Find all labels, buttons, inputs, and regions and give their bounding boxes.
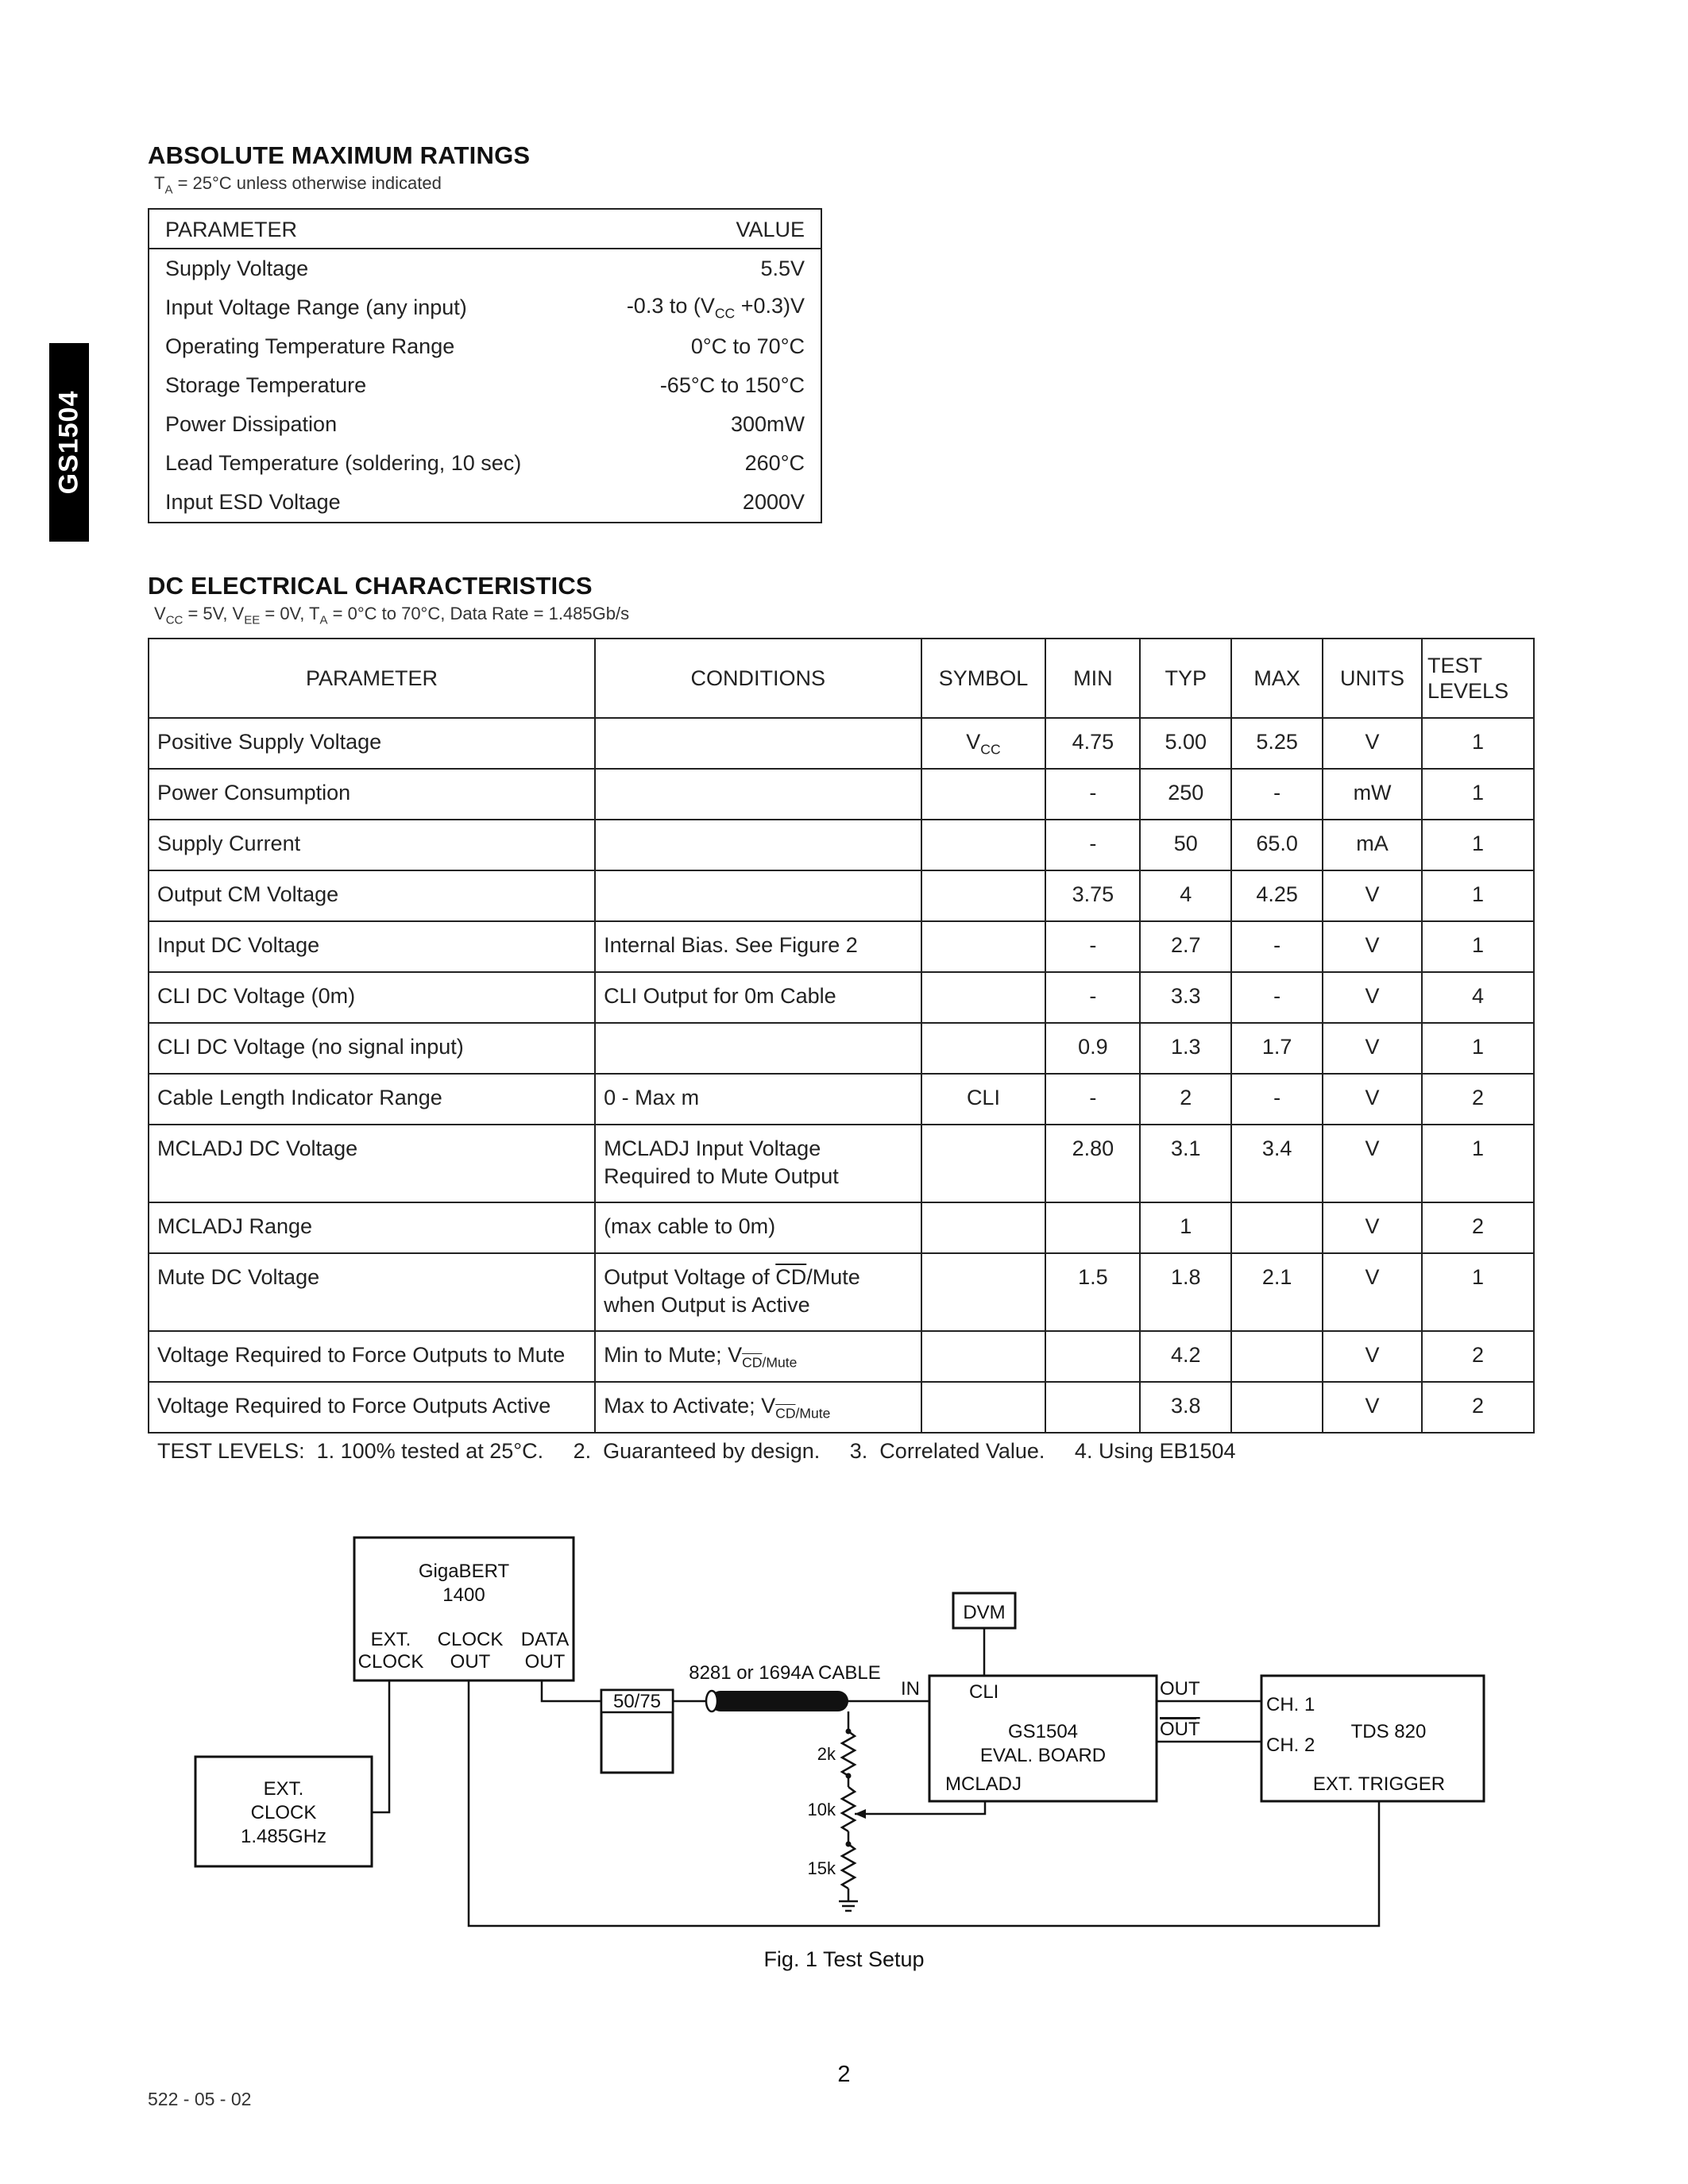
abs-value: 260°C [744, 451, 805, 475]
dc-max: - [1231, 1074, 1323, 1125]
abs-max-title: ABSOLUTE MAXIMUM RATINGS [148, 141, 531, 169]
side-tab-label: GS1504 [53, 390, 84, 495]
abs-value: 2000V [742, 490, 805, 514]
abs-param: Input ESD Voltage [165, 490, 341, 514]
dc-param: Input DC Voltage [149, 921, 595, 972]
dc-units: mA [1323, 820, 1422, 870]
dc-param: MCLADJ Range [149, 1202, 595, 1253]
cable-label: 8281 or 1694A CABLE [689, 1662, 881, 1684]
abs-param: Operating Temperature Range [165, 334, 455, 358]
abs-value-post: +0.3)V [735, 293, 805, 318]
dc-cond-pre: Output Voltage of [604, 1265, 776, 1289]
figure-caption: Fig. 1 Test Setup [763, 1947, 925, 1971]
dc-cond-sub-rest: /Mute [795, 1405, 831, 1422]
dc-typ: 50 [1140, 820, 1231, 870]
dc-max: 2.1 [1231, 1253, 1323, 1331]
dc-units: V [1323, 1202, 1422, 1253]
dc-param: Positive Supply Voltage [149, 718, 595, 769]
dc-cond-v2-rest: = 0V, [260, 604, 310, 623]
dc-level: 2 [1422, 1382, 1534, 1433]
dc-cond-v2-sub: EE [244, 613, 261, 627]
dc-cond: CLI Output for 0m Cable [595, 972, 921, 1023]
abs-param: Input Voltage Range (any input) [165, 295, 467, 319]
dc-cond-pre: Min to Mute; V [604, 1343, 743, 1367]
dc-max: - [1231, 921, 1323, 972]
wire-mcladj [855, 1801, 985, 1814]
dc-level: 1 [1422, 870, 1534, 921]
dc-header-levels-1: TEST [1427, 653, 1483, 677]
wiper-arrow [855, 1809, 866, 1819]
dc-units: V [1323, 870, 1422, 921]
footer-code: 522 - 05 - 02 [148, 2089, 252, 2109]
cable-end [706, 1691, 717, 1711]
resistor-chain [839, 1711, 858, 1911]
ext-clock-port-1: EXT. [370, 1629, 411, 1650]
ext-clock-3: 1.485GHz [240, 1826, 327, 1847]
dc-typ: 3.3 [1140, 972, 1231, 1023]
cond-rest: = 25°C unless otherwise indicated [172, 173, 442, 193]
gigabert-label-2: 1400 [442, 1584, 485, 1606]
abs-param: Power Dissipation [165, 412, 338, 436]
dc-max: 1.7 [1231, 1023, 1323, 1074]
dc-header-levels-2: LEVELS [1427, 679, 1509, 703]
dc-typ: 2.7 [1140, 921, 1231, 972]
pad-label: 50/75 [612, 1691, 662, 1712]
dc-cond-line2: when Output is Active [604, 1293, 810, 1318]
dc-level: 1 [1422, 718, 1534, 769]
abs-param: Supply Voltage [165, 257, 309, 280]
dc-cond-v1-rest: = 5V, [183, 604, 233, 623]
dc-typ: 3.1 [1140, 1125, 1231, 1202]
dc-header-units: UNITS [1323, 639, 1422, 718]
dc-param: Supply Current [149, 820, 595, 870]
eval-label-1: GS1504 [1007, 1721, 1079, 1742]
dc-cond-ta: T [309, 604, 320, 623]
dc-min: - [1045, 820, 1140, 870]
dc-param: CLI DC Voltage (0m) [149, 972, 595, 1023]
data-out-2: OUT [524, 1651, 566, 1673]
dc-units: V [1323, 1253, 1422, 1331]
abs-value: -65°C to 150°C [659, 373, 805, 397]
dc-typ: 1.8 [1140, 1253, 1231, 1331]
dc-level: 1 [1422, 1125, 1534, 1202]
in-label: IN [901, 1678, 920, 1700]
ext-clock-1: EXT. [263, 1778, 304, 1800]
dc-param: Cable Length Indicator Range [149, 1074, 595, 1125]
dc-min: 3.75 [1045, 870, 1140, 921]
dc-min: 0.9 [1045, 1023, 1140, 1074]
cond-t: T [154, 173, 165, 193]
dc-cond-overline: $\overline{CD}$ [775, 1265, 807, 1289]
clock-out-1: CLOCK [437, 1629, 504, 1650]
dc-cond: 0 - Max m [595, 1074, 921, 1125]
dc-max: 4.25 [1231, 870, 1323, 921]
diagram-port-labels [901, 1678, 1315, 1795]
dc-level: 1 [1422, 820, 1534, 870]
abs-value: 300mW [730, 412, 805, 436]
dc-symbol-sub: CC [980, 741, 1001, 758]
dc-header-symbol: SYMBOL [921, 639, 1046, 718]
node-dot [846, 1842, 852, 1847]
dc-units: mW [1323, 769, 1422, 820]
dc-cond-post: /Mute [806, 1265, 860, 1289]
dc-title: DC ELECTRICAL CHARACTERISTICS [148, 572, 593, 600]
dc-typ: 250 [1140, 769, 1231, 820]
dc-cond-v1: V [154, 604, 166, 623]
dc-units: V [1323, 1074, 1422, 1125]
dc-units: V [1323, 1023, 1422, 1074]
mcladj-label: MCLADJ [945, 1773, 1022, 1795]
cond-t-sub: A [164, 183, 173, 197]
dc-symbol: CLI [921, 1074, 1046, 1125]
dc-param: Voltage Required to Force Outputs Active [149, 1382, 595, 1433]
dc-min: 2.80 [1045, 1125, 1140, 1202]
dc-min: 4.75 [1045, 718, 1140, 769]
dc-param: Output CM Voltage [149, 870, 595, 921]
dc-max: 65.0 [1231, 820, 1323, 870]
dc-param: Voltage Required to Force Outputs to Mute [149, 1331, 595, 1382]
node-dot [846, 1729, 852, 1734]
dc-level: 1 [1422, 769, 1534, 820]
dc-param: Power Consumption [149, 769, 595, 820]
dc-max: - [1231, 769, 1323, 820]
node-dot [846, 1773, 852, 1779]
dc-max: 5.25 [1231, 718, 1323, 769]
ext-trigger-label: EXT. TRIGGER [1312, 1773, 1446, 1795]
abs-value: 0°C to 70°C [690, 334, 805, 358]
r3-label: 15k [807, 1858, 836, 1878]
resistor-labels [808, 1744, 836, 1878]
abs-value: 5.5V [760, 257, 805, 280]
clock-out-2: OUT [450, 1651, 491, 1673]
dc-symbol-main: V [966, 730, 981, 754]
resistor-2k [842, 1731, 855, 1776]
ch2-label: CH. 2 [1266, 1734, 1315, 1756]
resistor-10k [842, 1787, 855, 1831]
page-number: 2 [837, 2062, 851, 2087]
dc-typ: 3.8 [1140, 1382, 1231, 1433]
cli-label: CLI [969, 1681, 999, 1703]
abs-header-value: VALUE [585, 209, 821, 249]
dc-typ: 4.2 [1140, 1331, 1231, 1382]
ext-clock-2: CLOCK [250, 1802, 317, 1823]
dc-min: - [1045, 972, 1140, 1023]
ext-clock-port-2: CLOCK [357, 1651, 424, 1673]
dc-typ: 1.3 [1140, 1023, 1231, 1074]
abs-param: Storage Temperature [165, 373, 367, 397]
dc-units: V [1323, 1382, 1422, 1433]
dc-cond-pre: Max to Activate; V [604, 1394, 776, 1418]
scope-label: TDS 820 [1350, 1721, 1427, 1742]
dc-cond-v1-sub: CC [165, 613, 183, 627]
dc-cond-ta-sub: A [319, 613, 328, 627]
dc-cond-sub-overline: $\overline{CD}$ [742, 1354, 763, 1371]
dc-units: V [1323, 921, 1422, 972]
abs-header-parameter: PARAMETER [149, 209, 585, 249]
dc-level: 1 [1422, 1253, 1534, 1331]
dc-header-parameter: PARAMETER [149, 639, 595, 718]
dc-typ: 5.00 [1140, 718, 1231, 769]
test-levels-note: TEST LEVELS: 1. 100% tested at 25°C. 2. Guaranteed by design. 3. Correlated Value. 4. Using EB1504 [157, 1439, 1236, 1463]
dc-level: 2 [1422, 1074, 1534, 1125]
wire-ext-clock [372, 1680, 389, 1812]
out-label: OUT [1160, 1678, 1200, 1700]
data-out-1: DATA [520, 1629, 570, 1650]
ch1-label: CH. 1 [1266, 1694, 1315, 1715]
dc-param: MCLADJ DC Voltage [149, 1125, 595, 1202]
dc-cond: (max cable to 0m) [595, 1202, 921, 1253]
dc-header-min: MIN [1045, 639, 1140, 718]
dc-level: 1 [1422, 921, 1534, 972]
dc-cond-sub-overline: $\overline{CD}$ [775, 1405, 796, 1422]
dc-min: - [1045, 1074, 1140, 1125]
out-bar-label: OUT [1160, 1719, 1200, 1740]
dc-cond-ta-rest: = 0°C to 70°C, Data Rate = 1.485Gb/s [327, 604, 630, 623]
dc-units: V [1323, 1331, 1422, 1382]
dc-cond-line2: Required to Mute Output [604, 1164, 839, 1189]
dc-level: 2 [1422, 1202, 1534, 1253]
cable-body [710, 1691, 848, 1711]
wire-data-out [542, 1680, 601, 1701]
dc-units: V [1323, 972, 1422, 1023]
dc-param: Mute DC Voltage [149, 1253, 595, 1331]
dc-header-typ: TYP [1140, 639, 1231, 718]
dc-units: V [1323, 718, 1422, 769]
eval-label-2: EVAL. BOARD [979, 1745, 1107, 1766]
r2-label: 10k [807, 1800, 836, 1819]
dc-min: 1.5 [1045, 1253, 1140, 1331]
dc-max: - [1231, 972, 1323, 1023]
dc-cond-v2: V [232, 604, 245, 623]
dc-header-conditions: CONDITIONS [595, 639, 921, 718]
dc-min: - [1045, 921, 1140, 972]
dc-cond-line1: MCLADJ Input Voltage [604, 1136, 821, 1160]
dc-typ: 2 [1140, 1074, 1231, 1125]
dc-units: V [1323, 1125, 1422, 1202]
dc-cond-sub-rest: /Mute [762, 1354, 798, 1371]
dc-level: 4 [1422, 972, 1534, 1023]
dvm-label: DVM [963, 1602, 1006, 1623]
gigabert-label-1: GigaBERT [418, 1561, 510, 1582]
abs-value-sub: CC [714, 305, 736, 322]
wire-clock-trigger [469, 1680, 1379, 1926]
dc-param: CLI DC Voltage (no signal input) [149, 1023, 595, 1074]
abs-value-pre: -0.3 to (V [626, 293, 715, 318]
abs-param: Lead Temperature (soldering, 10 sec) [165, 451, 522, 475]
dc-typ: 1 [1140, 1202, 1231, 1253]
resistor-15k [842, 1844, 855, 1889]
dc-min: - [1045, 769, 1140, 820]
dc-max: 3.4 [1231, 1125, 1323, 1202]
dc-header-max: MAX [1231, 639, 1323, 718]
dc-cond: Internal Bias. See Figure 2 [595, 921, 921, 972]
dc-typ: 4 [1140, 870, 1231, 921]
dc-level: 2 [1422, 1331, 1534, 1382]
dc-level: 1 [1422, 1023, 1534, 1074]
r1-label: 2k [817, 1744, 836, 1764]
